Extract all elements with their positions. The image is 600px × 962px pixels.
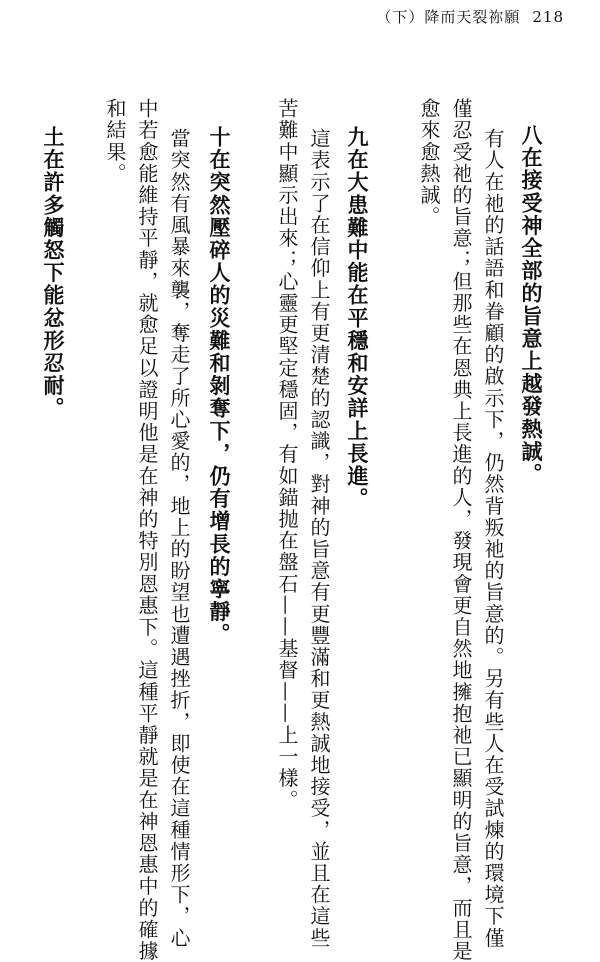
paragraph-line: 當突然有風暴來襲，奪走了所心愛的，地上的盼望也遭遇挫折，即使在這種情形下，心 bbox=[167, 128, 191, 949]
heading-10: 十在突然壓碎人的災難和剝奪下，仍有增長的寧靜。 bbox=[207, 126, 232, 646]
paragraph-line: 和結果。 bbox=[103, 98, 127, 185]
heading-9: 九在大患難中能在平穩和安詳上長進。 bbox=[345, 126, 370, 511]
heading-8: 八在接受神全部的旨意上越發熱誠。 bbox=[519, 124, 544, 486]
page-number: 218 bbox=[532, 8, 564, 26]
paragraph-line: 有人在祂的話語和眷顧的啟示下，仍然背叛祂的旨意的。另有些人在受試煉的環境下僅 bbox=[481, 128, 505, 949]
paragraph-line: 愈來愈熱誠。 bbox=[417, 98, 441, 228]
heading-11: 土在許多觸怒下能忿形忍耐。 bbox=[41, 126, 66, 420]
paragraph-line: 僅忍受祂的旨意；但那些在恩典上長進的人，發現會更自然地擁抱祂已顯明的旨意，而且是 bbox=[449, 98, 473, 962]
paragraph-line: 中若愈能維持平靜，就愈足以證明他是在神的特別恩惠下。這種平靜就是在神恩惠中的確據 bbox=[135, 98, 159, 962]
running-header bbox=[376, 6, 564, 27]
paragraph-line: 苦難中顯示出來；心靈更堅定穩固，有如錨抛在盤石——基督——上一樣。 bbox=[275, 98, 299, 811]
paragraph-line: 這表示了在信仰上有更清楚的認識，對神的旨意有更豐滿和更熱誠地接受，並且在這些 bbox=[307, 128, 331, 949]
header-title: （下）降而天裂祢願 bbox=[376, 8, 521, 26]
